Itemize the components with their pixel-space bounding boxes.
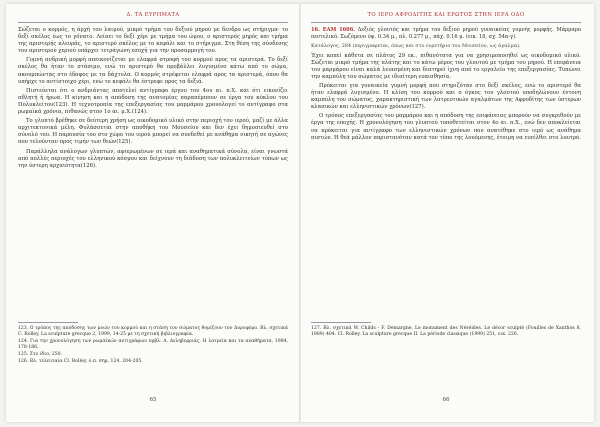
- right-page-number: 66: [442, 397, 450, 403]
- left-page: [18, 4, 288, 422]
- paragraph: Πιστεύεται ότι ο ανδριάντας αποτελεί αντίγραφο έργου του 4ου αι. π.Χ. και ότι εικονίζει αθλητή ή ήρωα. Η κίνηση και η απόδοση της ανατομίας παραπέμπουν σε έργα του κύκλου του Πολυκλείτου(123). Η τεχνοτροπία της επεξεργασίας του μαρμάρου χρονολογεί το αντίγραφο στα ρωμαϊκά χρόνια, πιθανώς στον 1ο αι. μ.Χ.(124).: [18, 87, 288, 116]
- footnote: 123. Ο τρόπος της απόδοσης των μυών του κορμού και η στάση του σώματος θυμίζουν τον Δορυφόρο. Βλ. σχετικά C. Rolley, La sculpture grecque 2, 1999, 14-25 με τη σχετική βιβλιογραφία.: [18, 326, 288, 338]
- left-body-text: [18, 27, 288, 170]
- footnote-rule: [311, 322, 371, 323]
- right-page: [311, 4, 581, 422]
- paragraph: Πρόκειται για γυναικεία γυμνή μορφή που στηριζόταν στο δεξί σκέλος, ενώ το αριστερό θα ήταν ελαφρά λυγισμένο. Η κλίση του κορμού και ο όγκος του γλουτού υποδηλώνουν έντονη καμπύλη του σώματος, χαρακτηριστική των λατρευτικών αγαλμάτων της Αφροδίτης των ύστερων κλασικών και ελληνιστικών χρόνων(127).: [311, 82, 581, 111]
- entry-note: Κατάλογος, 284 (περιγραφεται, όπως και στο ευρετήριο του Μουσείου, ως άγαλμα).: [311, 43, 521, 50]
- paragraph: Έχει κοπεί κάθετα σε πλάτος 29 εκ., πιθανότατα για να χρησιμοποιηθεί ως οικοδομικό υλικό. Σώζεται μικρό τμήμα της πλάτης και το κάτω μέρος του γλουτού με τμήμα του μηρού. Η επιφάνεια του μαρμάρου είναι καλά λειασμένη και διατηρεί ίχνη από το εργαλείο της επεξεργασίας. Τυπώνει την καμπύλη του σώματος με ιδιαίτερη ευαισθησία.: [311, 52, 581, 80]
- footnote: 127. Βλ. σχετικά W. Childs - F. Demargne, Le monument des Néréides. Le décor sculpté (Fouilles de Xanthos 8, 1989) 404. Cl. Rolley, La sculpture grecque II. La période classique (1999) 251, εικ. 226.: [311, 326, 581, 338]
- catalogue-entry: [311, 27, 581, 40]
- footnote: 125. Στο ίδιο, 250.: [18, 352, 62, 358]
- left-running-header: Δ. ΤΑ ΕΥΡΗΜΑΤΑ: [126, 12, 180, 18]
- left-footnotes: [18, 322, 288, 367]
- footnote: 126. Βλ. τελευταία Cl. Rolley, ό.π. σημ. 124, 204-205.: [18, 359, 143, 365]
- left-header-rule: [18, 22, 288, 23]
- book-spread: [6, 4, 594, 422]
- right-footnotes: [311, 322, 581, 339]
- paragraph: Γυμνή ανδρική μορφή απεικονίζεται με ελαφρά στροφή του κορμού προς τα αριστερά. Το δεξί σκέλος θα ήταν το στάσιμο, ενώ το αριστερό θα προβάλλει λυγισμένο κάτω από το σώμα, ακουμπώντας στο έδαφος με τα δάχτυλα. Ο κορμός στρέφεται ελαφρά προς τα αριστερά, όπου θα υπήρχε το αντίστοιχο χέρι, ενώ το κεφάλι θα έστρεφε προς τα δεξιά.: [18, 57, 288, 85]
- right-body-text: [311, 27, 581, 142]
- footnote: 124. Για την χρονολόγηση των ρωμαϊκών αντιγράφων πρβλ. Α. Δεληβορριάς, Η λατρεία και τα αναθήματα, 1984, 178-186.: [18, 339, 288, 351]
- entry-description: Δεξιός γλουτός και τμήμα του δεξιού μηρού γυναικείας γυμνής μορφής. Μάρμαρο πεντελικό. Σωζόμενο ύψ. 0.34 μ., πλ. 0.277 μ., πάχ. 0.16 μ. (εικ. 18, σχ. 54α-γ).: [311, 27, 581, 40]
- paragraph: Το γλυπτό βρέθηκε σε δεύτερη χρήση ως οικοδομικό υλικό στην περιοχή του ιερού, μαζί με άλλα αρχιτεκτονικά μέλη. Φυλάσσεται στην αποθήκη του Μουσείου και δεν έχει δημοσιευθεί στο σύνολό του. Η παρουσία του στο χώρο του ιερού μπορεί να συνδεθεί με ανάθημα νικητή σε αγώνες που τελούνταν προς τιμήν των θεών(125).: [18, 118, 288, 146]
- right-running-header: ΤΟ ΙΕΡΟ ΑΦΡΟΔΙΤΗΣ ΚΑΙ ΕΡΩΤΟΣ ΣΤΗΝ ΙΕΡΑ ΟΔΟ: [367, 12, 525, 18]
- left-page-number: 65: [149, 397, 157, 403]
- entry-number: 16. ΕΑΜ 1606.: [311, 27, 356, 33]
- paragraph: Ο τρόπος επεξεργασίας του μαρμάρου και η απόδοση της επιφάνειας μπορούν να συγκριθούν με έργα της εποχής. Η χρονολόγηση του γλυπτού τοποθετείται στον 4ο αι. π.Χ., ενώ δεν αποκλείεται να πρόκειται για αντίγραφο των ελληνιστικών χρόνων που ανατέθηκε στο ιερό ως ανάθημα πιστών. Η θεά μάλλον παριστανόταν κατά τον τύπο της λουόμενης, έτοιμη να εισέλθει στο λουτρό.: [311, 113, 581, 141]
- right-header-rule: [311, 22, 581, 23]
- paragraph: Σώζεται ο κορμός, η άρχή του λαιμού, μικρό τμήμα του δεξιού μηρού με δενδρο ως στήριγμα· το δεξί σκέλος έως το γόνατο. Λείπει το δεξί χέρι με τμήμα του ώμου, ο αριστερός μηρός και τμήμα της αριστερής πλευράς, το αριστερό σκέλος με το κεφάλι και το στήριγμα. Στη θέση της σύνδεσης του αριστερού χεριού υπάρχει τετράγωνη εσοχή για την προσαρμογή του.: [18, 27, 288, 55]
- footnote-rule: [18, 322, 78, 323]
- paragraph: Παράλληλα ανάλογων γλυπτών, αφιερωμένων σε ιερά και αναθηματικά σύνολα, είναι γνωστά από πολλές περιοχές του ελληνικού κόσμου και δείχνουν τη διάδοση των πολυκλειτείων τύπων ως την ύστερη αρχαιότητα(126).: [18, 148, 288, 169]
- book-gutter: [299, 4, 301, 422]
